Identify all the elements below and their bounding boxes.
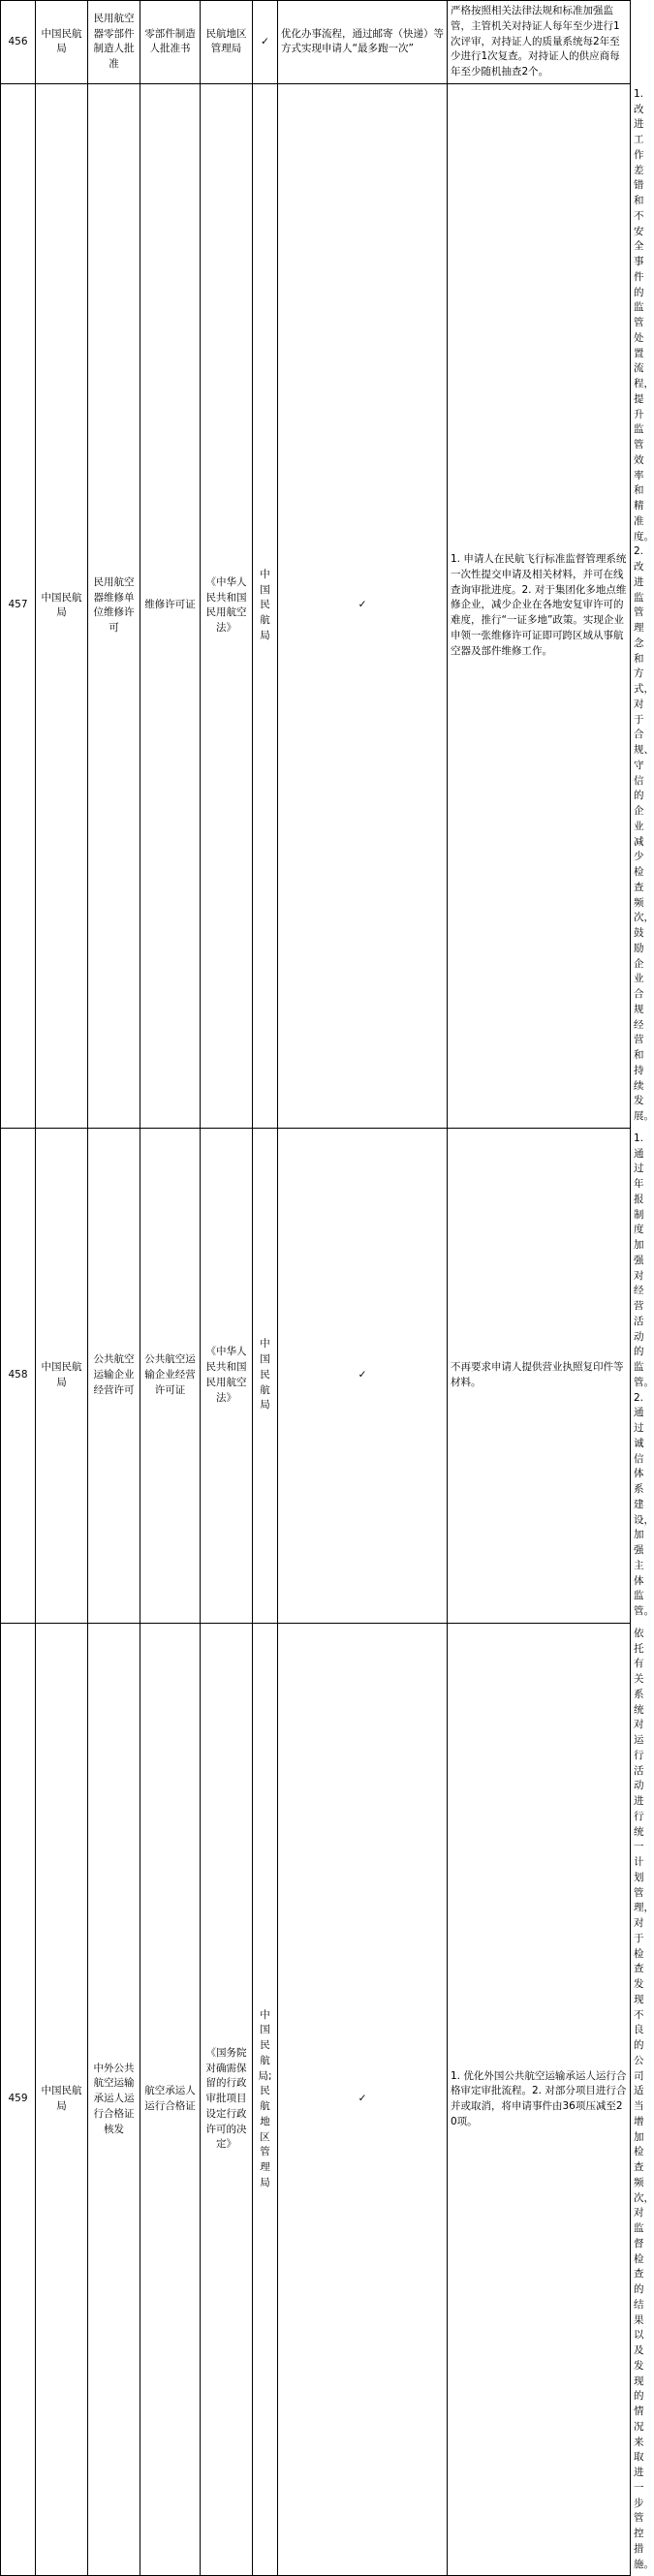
reform-measures: 优化办事流程，通过邮寄（快递）等方式实现申请人“最多跑一次” <box>278 1 448 84</box>
table-row: 457 中国民航局 民用航空器维修单位维修许可 维修许可证 《中华人民共和国民用航空法》 中国民航局 ✓ 1. 申请人在民航飞行标准监督管理系统一次性提交申请及相关材料，并可在线查询审批进度。2. 对于集团化多地点维修企业，减少企业在各地安复审许可的难度，推行“一证多地”政策。实现企业申领一张维修许可证即可跨区域从事航空器及部件维修工作。 1. 改进工作差错和不安全事件的监管处置流程，提升监管效率和精准度。2. 改进监管理念和方式，对于合规、守信的企业减少检查频次，鼓励企业合规经营和持续发展。 <box>1 83 631 1128</box>
check-mark-icon: ✓ <box>278 83 448 1128</box>
item-name: 民用航空器维修单位维修许可 <box>88 83 140 1128</box>
implementing-organ: 中国民航局 <box>36 1 88 84</box>
row-number: 459 <box>1 1623 36 2576</box>
implementing-organ: 中国民航局 <box>36 83 88 1128</box>
setting-basis: 《中华人民共和国民用航空法》 <box>201 83 253 1128</box>
responsible-department: 中国民航局 <box>253 83 278 1128</box>
reform-measures: 不再要求申请人提供营业执照复印件等材料。 <box>448 1128 631 1623</box>
item-name: 民用航空器零部件制造人批准 <box>88 1 140 84</box>
row-number: 456 <box>1 1 36 84</box>
check-mark-icon: ✓ <box>278 1128 448 1623</box>
setting-basis: 《国务院对确需保留的行政审批项目设定行政许可的决定》 <box>201 1623 253 2576</box>
responsible-department: 中国民航局 <box>253 1128 278 1623</box>
table-row: 459 中国民航局 中外公共航空运输承运人运行合格证核发 航空承运人运行合格证 《国务院对确需保留的行政审批项目设定行政许可的决定》 中国民航局;民航地区管理局 ✓ 1. 优化外国公共航空运输承运人运行合格审定审批流程。2. 对部分项目进行合并或取消，将申请事件由36项压减至20项。 依托有关系统对运行活动进行统一计划管理，对于检查发现不良的公司适当增加检查频次，对监督检查的结果以及发现的情况来取进一步管控措施。 <box>1 1623 631 2576</box>
table-row: 458 中国民航局 公共航空运输企业经营许可 公共航空运输企业经营许可证 《中华人民共和国民用航空法》 中国民航局 ✓ 不再要求申请人提供营业执照复印件等材料。 1. 通过年报制度加强对经营活动的监管。2. 通过诚信体系建设，加强主体监管。 <box>1 1128 631 1623</box>
setting-basis: 《中华人民共和国民用航空法》 <box>201 1128 253 1623</box>
certificate-name: 维修许可证 <box>140 83 201 1128</box>
certificate-name: 航空承运人运行合格证 <box>140 1623 201 2576</box>
reform-measures: 1. 优化外国公共航空运输承运人运行合格审定审批流程。2. 对部分项目进行合并或取消，将申请事件由36项压减至20项。 <box>448 1623 631 2576</box>
check-mark-icon: ✓ <box>253 1 278 84</box>
implementing-organ: 中国民航局 <box>36 1623 88 2576</box>
row-number: 457 <box>1 83 36 1128</box>
row-number: 458 <box>1 1128 36 1623</box>
supervision-measures: 严格按照相关法律法规和标准加强监管，主管机关对持证人每年至少进行1次评审，对持证人的质量系统每2年至少进行1次复查。对持证人的供应商每年至少随机抽查2个。 <box>448 1 631 84</box>
reform-measures: 1. 申请人在民航飞行标准监督管理系统一次性提交申请及相关材料，并可在线查询审批进度。2. 对于集团化多地点维修企业，减少企业在各地安复审许可的难度，推行“一证多地”政策。实现企业申领一张维修许可证即可跨区域从事航空器及部件维修工作。 <box>448 83 631 1128</box>
check-mark-icon: ✓ <box>278 1623 448 2576</box>
item-name: 公共航空运输企业经营许可 <box>88 1128 140 1623</box>
implementing-organ: 中国民航局 <box>36 1128 88 1623</box>
responsible-department: 中国民航局;民航地区管理局 <box>253 1623 278 2576</box>
certificate-name: 公共航空运输企业经营许可证 <box>140 1128 201 1623</box>
table-row <box>1 1 631 84</box>
item-name: 中外公共航空运输承运人运行合格证核发 <box>88 1623 140 2576</box>
responsible-department: 民航地区管理局 <box>201 1 253 84</box>
certificate-name: 零部件制造人批准书 <box>140 1 201 84</box>
